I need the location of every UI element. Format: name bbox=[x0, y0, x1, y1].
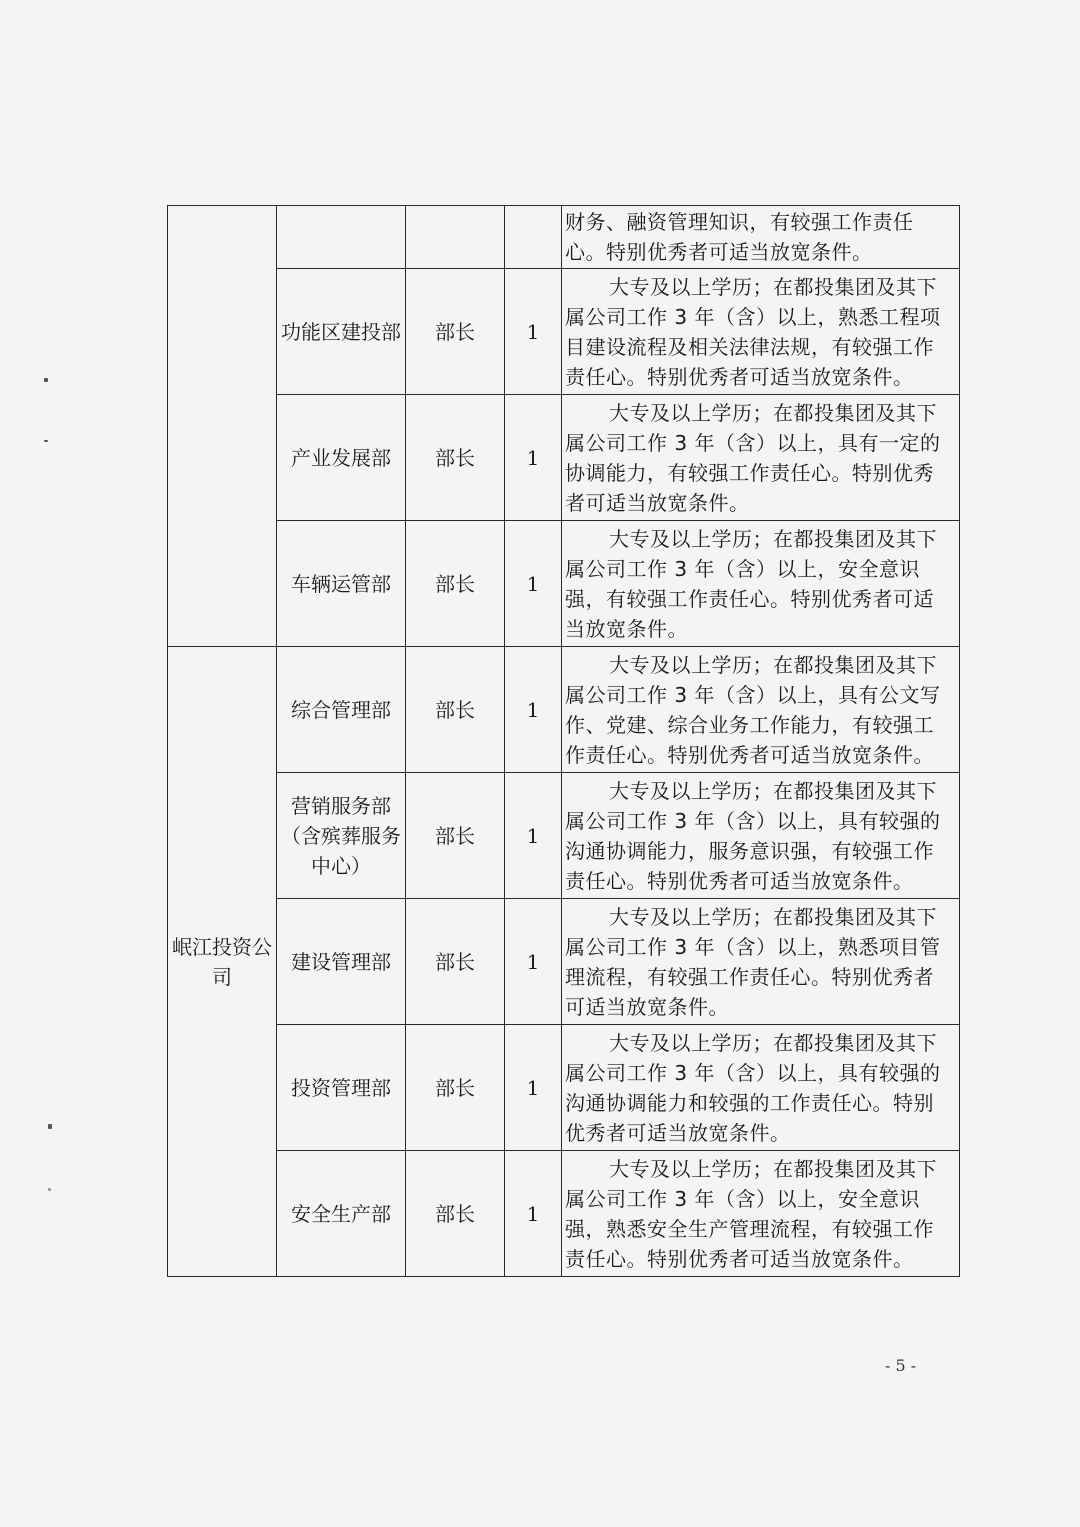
dept-cell: 功能区建投部 bbox=[277, 269, 406, 395]
requirement-text: 大专及以上学历；在都投集团及其下属公司工作 3 年（含）以上，具有较强的沟通协调能力，服务意识强，有较强工作责任心。特别优秀者可适当放宽条件。 bbox=[565, 778, 941, 893]
requirement-cell bbox=[562, 269, 960, 395]
scan-speck bbox=[44, 440, 48, 442]
count-cell: 1 bbox=[505, 269, 562, 395]
count-cell: 1 bbox=[505, 647, 562, 773]
requirement-text: 大专及以上学历；在都投集团及其下属公司工作 3 年（含）以上，熟悉项目管理流程，有较强工作责任心。特别优秀者可适当放宽条件。 bbox=[565, 904, 941, 1019]
requirement-cell: 财务、融资管理知识，有较强工作责任心。特别优秀者可适当放宽条件。 bbox=[562, 206, 960, 269]
count-cell: 1 bbox=[505, 1151, 562, 1277]
company-cell-continued bbox=[168, 206, 277, 647]
count-cell bbox=[505, 206, 562, 269]
table-row bbox=[168, 647, 960, 773]
title-cell: 部长 bbox=[406, 899, 505, 1025]
requirement-cell bbox=[562, 395, 960, 521]
company-cell: 岷江投资公司 bbox=[168, 647, 277, 1277]
title-cell: 部长 bbox=[406, 521, 505, 647]
dept-cell: 投资管理部 bbox=[277, 1025, 406, 1151]
count-cell: 1 bbox=[505, 773, 562, 899]
table-row bbox=[168, 899, 960, 1025]
requirement-cell bbox=[562, 1151, 960, 1277]
table-row bbox=[168, 1151, 960, 1277]
dept-cell: 营销服务部（含殡葬服务中心） bbox=[277, 773, 406, 899]
recruitment-table bbox=[167, 205, 960, 1277]
scan-speck bbox=[44, 378, 48, 382]
table-row bbox=[168, 269, 960, 395]
table-row bbox=[168, 773, 960, 899]
requirement-cell bbox=[562, 899, 960, 1025]
table-row bbox=[168, 395, 960, 521]
dept-cell bbox=[277, 206, 406, 269]
requirement-text: 大专及以上学历；在都投集团及其下属公司工作 3 年（含）以上，安全意识强，有较强工作责任心。特别优秀者可适当放宽条件。 bbox=[565, 526, 937, 641]
requirement-text: 大专及以上学历；在都投集团及其下属公司工作 3 年（含）以上，安全意识强，熟悉安全生产管理流程，有较强工作责任心。特别优秀者可适当放宽条件。 bbox=[565, 1156, 937, 1271]
dept-cell: 产业发展部 bbox=[277, 395, 406, 521]
scan-speck bbox=[48, 1188, 51, 1191]
dept-cell: 综合管理部 bbox=[277, 647, 406, 773]
requirement-cell bbox=[562, 1025, 960, 1151]
page-number: - 5 - bbox=[885, 1356, 917, 1375]
requirement-text: 大专及以上学历；在都投集团及其下属公司工作 3 年（含）以上，具有一定的协调能力，有较强工作责任心。特别优秀者可适当放宽条件。 bbox=[565, 400, 941, 515]
count-cell: 1 bbox=[505, 521, 562, 647]
requirement-cell bbox=[562, 521, 960, 647]
table-row bbox=[168, 206, 960, 269]
count-cell: 1 bbox=[505, 1025, 562, 1151]
requirement-text: 大专及以上学历；在都投集团及其下属公司工作 3 年（含）以上，具有公文写作、党建、综合业务工作能力，有较强工作责任心。特别优秀者可适当放宽条件。 bbox=[565, 652, 941, 767]
title-cell: 部长 bbox=[406, 395, 505, 521]
table-row bbox=[168, 521, 960, 647]
dept-cell: 安全生产部 bbox=[277, 1151, 406, 1277]
dept-cell: 建设管理部 bbox=[277, 899, 406, 1025]
count-cell: 1 bbox=[505, 899, 562, 1025]
scan-speck bbox=[48, 1124, 52, 1129]
title-cell: 部长 bbox=[406, 1025, 505, 1151]
title-cell bbox=[406, 206, 505, 269]
dept-cell: 车辆运管部 bbox=[277, 521, 406, 647]
requirement-text: 大专及以上学历；在都投集团及其下属公司工作 3 年（含）以上，熟悉工程项目建设流程及相关法律法规，有较强工作责任心。特别优秀者可适当放宽条件。 bbox=[565, 274, 941, 389]
title-cell: 部长 bbox=[406, 1151, 505, 1277]
title-cell: 部长 bbox=[406, 647, 505, 773]
requirement-cell bbox=[562, 773, 960, 899]
title-cell: 部长 bbox=[406, 269, 505, 395]
requirement-cell bbox=[562, 647, 960, 773]
title-cell: 部长 bbox=[406, 773, 505, 899]
requirement-text: 大专及以上学历；在都投集团及其下属公司工作 3 年（含）以上，具有较强的沟通协调能力和较强的工作责任心。特别优秀者可适当放宽条件。 bbox=[565, 1030, 941, 1145]
count-cell: 1 bbox=[505, 395, 562, 521]
table-row bbox=[168, 1025, 960, 1151]
